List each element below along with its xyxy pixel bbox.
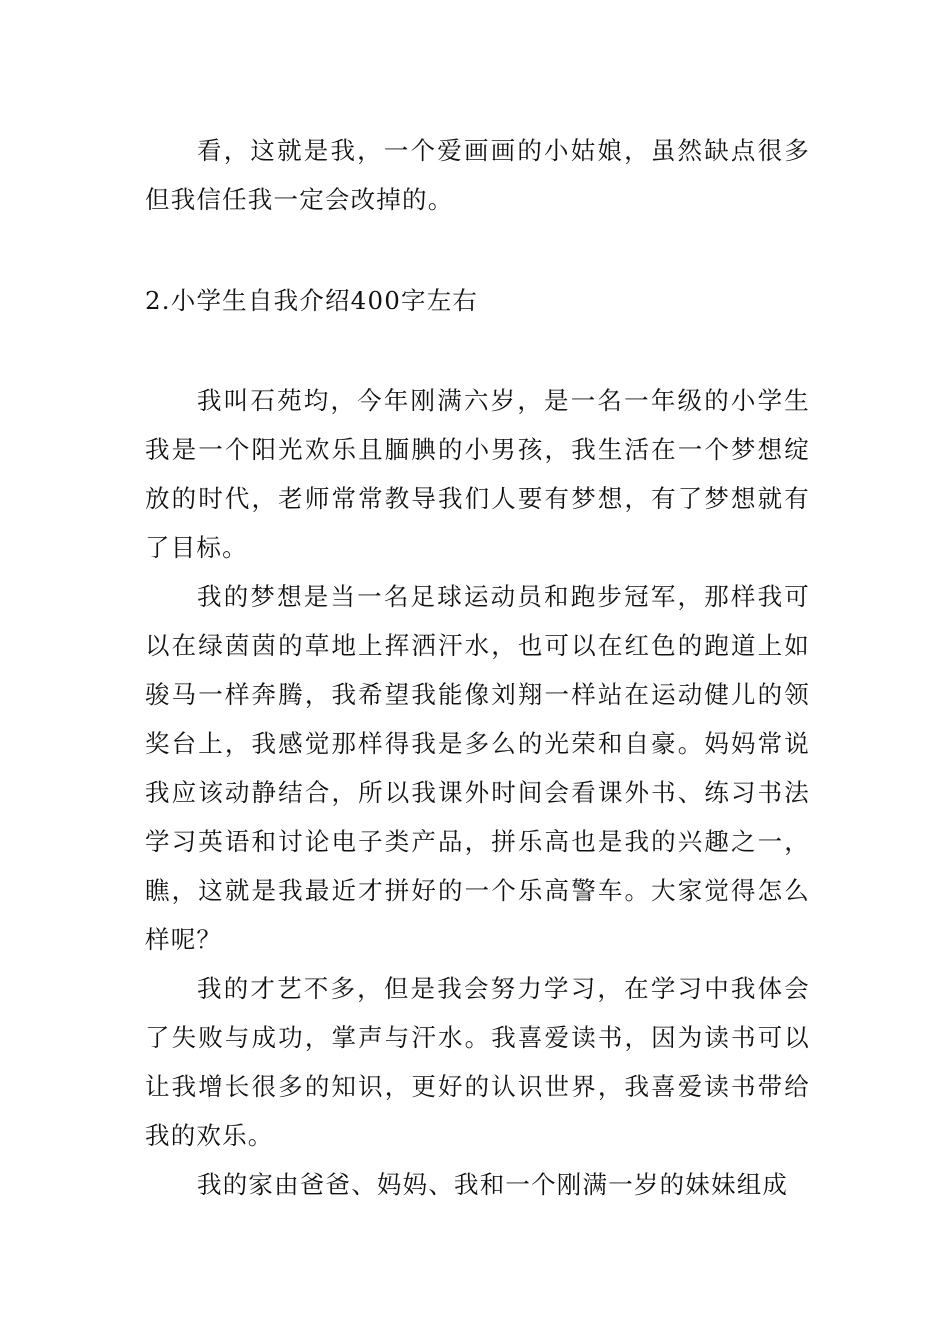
body-section (145, 376, 810, 1209)
body-paragraph: 我的才艺不多，但是我会努力学习，在学习中我体会了失败与成功，掌声与汗水。我喜爱读书，因为读书可以让我增长很多的知识，更好的认识世界，我喜爱读书带给我的欢乐。 (145, 974, 810, 1150)
body-paragraph: 我叫石苑均，今年刚满六岁，是一名一年级的小学生我是一个阳光欢乐且腼腆的小男孩，我生活在一个梦想绽放的时代，老师常常教导我们人要有梦想，有了梦想就有了目标。 (145, 386, 810, 562)
body-paragraph: 我的梦想是当一名足球运动员和跑步冠军，那样我可以在绿茵茵的草地上挥洒汗水，也可以在红色的跑道上如骏马一样奔腾，我希望我能像刘翔一样站在运动健儿的领奖台上，我感觉那样得我是多么的光荣和自豪。妈妈常说我应该动静结合，所以我课外时间会看课外书、练习书法学习英语和讨论电子类产品，拼乐高也是我的兴趣之一，瞧，这就是我最近才拼好的一个乐高警车。大家觉得怎么样呢？ (145, 582, 810, 954)
intro-section (145, 126, 810, 224)
intro-paragraph: 看，这就是我，一个爱画画的小姑娘，虽然缺点很多但我信任我一定会改掉的。 (145, 136, 810, 214)
body-paragraph: 我的家由爸爸、妈妈、我和一个刚满一岁的妹妹组成 (197, 1170, 789, 1199)
section-heading: 2.小学生自我介绍400字左右 (145, 286, 479, 315)
